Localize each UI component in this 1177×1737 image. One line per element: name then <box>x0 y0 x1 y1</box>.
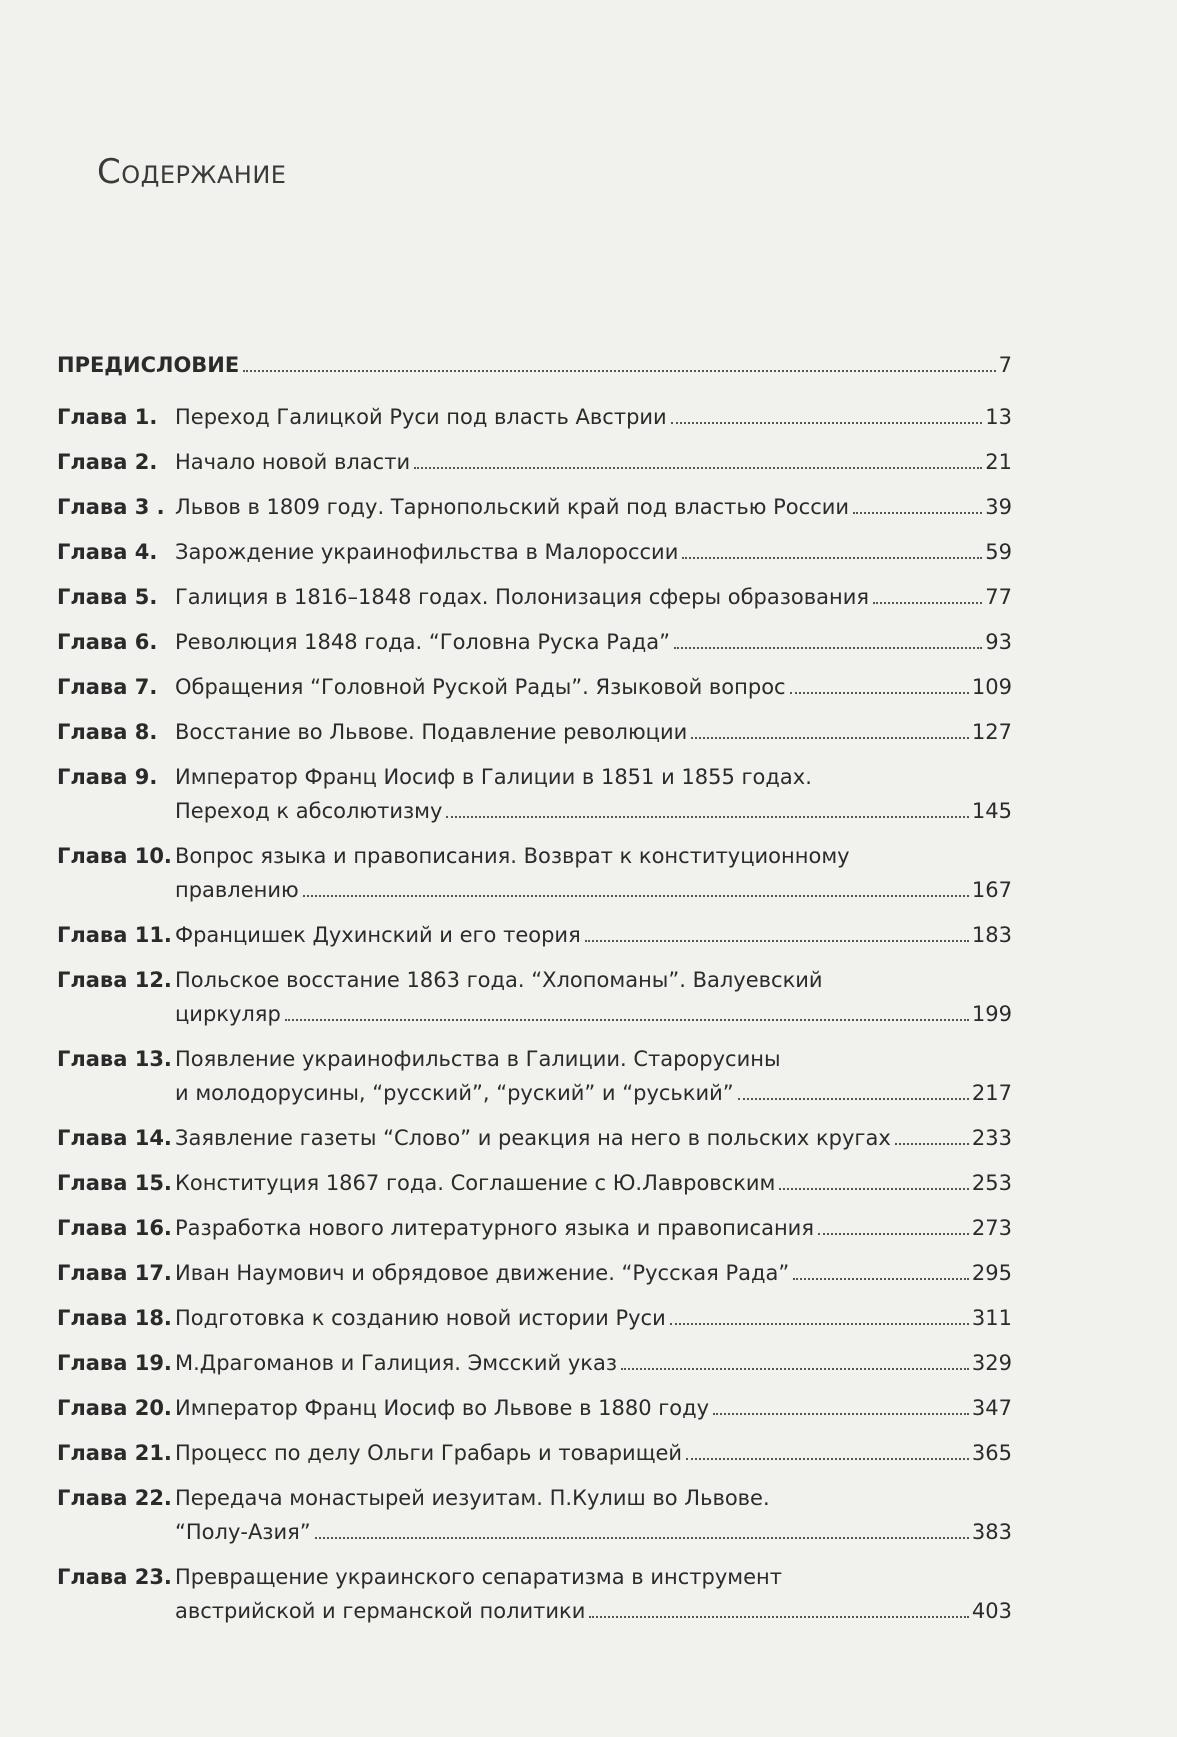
toc-entry-body <box>175 839 1012 907</box>
chapter-title: Францишек Духинский и его теория <box>175 923 581 947</box>
chapter-title-line: Вопрос языка и правописания. Возврат к конституционному <box>175 844 850 868</box>
toc-entry-line <box>175 1121 1012 1155</box>
toc-entry[interactable] <box>57 1560 1012 1628</box>
page-number: 109 <box>971 675 1012 699</box>
chapter-number: Глава 23. <box>57 1565 172 1589</box>
toc-entry-line <box>175 670 1012 704</box>
chapter-number: Глава 13. <box>57 1047 172 1071</box>
toc-entry-line <box>175 400 1012 434</box>
page-number: 145 <box>971 799 1012 823</box>
chapter-title-line: Превращение украинского сепаратизма в инструмент <box>175 1565 783 1589</box>
toc-entry-line <box>175 625 1012 659</box>
chapter-title: Конституция 1867 года. Соглашение с Ю.Лавровским <box>175 1171 776 1195</box>
chapter-number: Глава 3 . <box>57 495 165 519</box>
toc-entry[interactable] <box>57 1121 1012 1155</box>
dot-leader <box>585 940 969 942</box>
dot-leader <box>621 1368 969 1370</box>
toc-entry[interactable] <box>57 625 1012 659</box>
toc-entry-body <box>175 1391 1012 1425</box>
page-number: 21 <box>985 450 1012 474</box>
toc-entry-line <box>175 1436 1012 1470</box>
chapter-title: Революция 1848 года. “Головна Руска Рада” <box>175 630 671 654</box>
chapter-number: Глава 8. <box>57 720 158 744</box>
toc-entry-body <box>175 1121 1012 1155</box>
dot-leader <box>853 512 982 514</box>
toc-entry[interactable] <box>57 400 1012 434</box>
toc-entry-line <box>175 1515 1012 1549</box>
chapter-title: “Полу-Азия” <box>175 1520 311 1544</box>
toc-entry-body <box>175 400 1012 434</box>
page-number: 295 <box>971 1261 1012 1285</box>
chapter-number: Глава 11. <box>57 923 172 947</box>
page-number: 233 <box>971 1126 1012 1150</box>
page-number: 403 <box>971 1599 1012 1623</box>
page-number: 13 <box>985 405 1012 429</box>
chapter-title: Галиция в 1816–1848 годах. Полонизация сферы образования <box>175 585 870 609</box>
page-number: 217 <box>971 1081 1012 1105</box>
chapter-number: Глава 15. <box>57 1171 172 1195</box>
chapter-title: М.Драгоманов и Галиция. Эмсский указ <box>175 1351 618 1375</box>
toc-entry[interactable] <box>57 1301 1012 1335</box>
chapter-number: Глава 1. <box>57 405 158 429</box>
dot-leader <box>686 1458 969 1460</box>
chapter-title: Процесс по делу Ольги Грабарь и товарищей <box>175 1441 683 1465</box>
toc-entry-body <box>175 670 1012 704</box>
toc-entry[interactable] <box>57 1166 1012 1200</box>
dot-leader <box>303 895 969 897</box>
dot-leader <box>446 816 968 818</box>
toc-entry[interactable] <box>57 918 1012 952</box>
toc-entry[interactable] <box>57 1481 1012 1549</box>
chapter-title: циркуляр <box>175 1002 281 1026</box>
toc-entry[interactable] <box>57 715 1012 749</box>
toc-entry-body <box>175 1301 1012 1335</box>
dot-leader <box>674 647 982 649</box>
chapter-title: Заявление газеты “Слово” и реакция на него в польских кругах <box>175 1126 891 1150</box>
toc-entry-body <box>175 1042 1012 1110</box>
toc-entry-body <box>175 963 1012 1031</box>
chapter-number: Глава 4. <box>57 540 158 564</box>
toc-entry-line <box>175 1301 1012 1335</box>
toc-entry-line <box>175 1166 1012 1200</box>
toc-entry-body <box>175 918 1012 952</box>
chapter-list <box>57 400 1012 1628</box>
toc-entry-line <box>175 794 1012 828</box>
dot-leader <box>713 1413 969 1415</box>
chapter-title-line: Передача монастырей иезуитам. П.Кулиш во Львове. <box>175 1486 770 1510</box>
chapter-number: Глава 5. <box>57 585 158 609</box>
toc-entry-body <box>175 1211 1012 1245</box>
toc-entry-body <box>175 1346 1012 1380</box>
chapter-number: Глава 6. <box>57 630 158 654</box>
dot-leader <box>671 422 983 424</box>
toc-entry[interactable] <box>57 1391 1012 1425</box>
toc-entry-body <box>175 445 1012 479</box>
toc-entry-line <box>175 997 1012 1031</box>
page-number: 93 <box>985 630 1012 654</box>
page-number: 7 <box>998 353 1012 377</box>
toc-entry-body <box>175 580 1012 614</box>
toc-entry[interactable] <box>57 963 1012 1031</box>
toc-entry-body <box>175 1256 1012 1290</box>
toc-entry-line <box>175 1346 1012 1380</box>
toc-entry[interactable] <box>57 670 1012 704</box>
page-number: 199 <box>971 1002 1012 1026</box>
dot-leader <box>691 737 969 739</box>
toc-entry-body <box>175 760 1012 828</box>
toc-entry-body <box>175 1166 1012 1200</box>
chapter-title: австрийской и германской политики <box>175 1599 586 1623</box>
chapter-title: Подготовка к созданию новой истории Руси <box>175 1306 666 1330</box>
chapter-number: Глава 20. <box>57 1396 172 1420</box>
toc-entry-line <box>175 1594 1012 1628</box>
toc-entry-line <box>175 1391 1012 1425</box>
toc-entry-body <box>175 625 1012 659</box>
page-number: 183 <box>971 923 1012 947</box>
toc-entry[interactable] <box>57 1211 1012 1245</box>
page-number: 253 <box>971 1171 1012 1195</box>
toc-entry[interactable] <box>57 535 1012 569</box>
toc-entry-line <box>175 580 1012 614</box>
page-number: 365 <box>971 1441 1012 1465</box>
toc-entry[interactable] <box>57 1256 1012 1290</box>
chapter-number: Глава 14. <box>57 1126 172 1150</box>
toc-entry[interactable] <box>57 839 1012 907</box>
chapter-title: Переход к абсолютизму <box>175 799 443 823</box>
toc-entry-line <box>175 1211 1012 1245</box>
page-title: Содержание <box>97 152 287 192</box>
toc-entry-preface[interactable] <box>57 348 1012 382</box>
dot-leader <box>895 1143 969 1145</box>
toc-entry-line <box>175 445 1012 479</box>
chapter-number: Глава 9. <box>57 765 158 789</box>
page-number: 347 <box>971 1396 1012 1420</box>
chapter-title-line: Польское восстание 1863 года. “Хлопоманы”. Валуевский <box>175 968 823 992</box>
chapter-title: правлению <box>175 878 299 902</box>
toc-entry-body <box>175 1436 1012 1470</box>
chapter-title: и молодорусины, “русский”, “руский” и “руський” <box>175 1081 734 1105</box>
toc-entry-body <box>175 715 1012 749</box>
dot-leader <box>873 602 982 604</box>
chapter-number: Глава 7. <box>57 675 158 699</box>
toc-entry[interactable] <box>57 1436 1012 1470</box>
chapter-title: Обращения “Головной Руской Рады”. Языковой вопрос <box>175 675 786 699</box>
chapter-title: Император Франц Иосиф во Львове в 1880 году <box>175 1396 710 1420</box>
toc-entry-line <box>175 490 1012 524</box>
toc-entry[interactable] <box>57 445 1012 479</box>
dot-leader <box>315 1537 969 1539</box>
dot-leader <box>779 1188 969 1190</box>
page-number: 329 <box>971 1351 1012 1375</box>
toc-entry-line <box>175 1076 1012 1110</box>
chapter-number: Глава 18. <box>57 1306 172 1330</box>
toc-entry[interactable] <box>57 490 1012 524</box>
toc-entry[interactable] <box>57 1042 1012 1110</box>
toc-entry-body <box>175 1481 1012 1549</box>
dot-leader <box>793 1278 969 1280</box>
chapter-number: Глава 21. <box>57 1441 172 1465</box>
chapter-title: Переход Галицкой Руси под власть Австрии <box>175 405 667 429</box>
page-number: 77 <box>985 585 1012 609</box>
chapter-title-line: Появление украинофильства в Галиции. Старорусины <box>175 1047 781 1071</box>
dot-leader <box>790 692 969 694</box>
chapter-title: Львов в 1809 году. Тарнопольский край под властью России <box>175 495 850 519</box>
chapter-number: Глава 22. <box>57 1486 172 1510</box>
preface-title: ПРЕДИСЛОВИЕ <box>57 353 240 377</box>
page-number: 39 <box>985 495 1012 519</box>
dot-leader <box>243 370 995 372</box>
chapter-title: Разработка нового литературного языка и правописания <box>175 1216 814 1240</box>
chapter-number: Глава 12. <box>57 968 172 992</box>
page-number: 59 <box>985 540 1012 564</box>
dot-leader <box>670 1323 969 1325</box>
toc-entry-body <box>57 348 1012 382</box>
dot-leader <box>589 1616 969 1618</box>
page-number: 167 <box>971 878 1012 902</box>
toc-entry[interactable] <box>57 760 1012 828</box>
toc-entry-line <box>175 535 1012 569</box>
chapter-title: Начало новой власти <box>175 450 411 474</box>
toc-entry[interactable] <box>57 580 1012 614</box>
page-number: 383 <box>971 1520 1012 1544</box>
dot-leader <box>738 1098 969 1100</box>
toc-entry-body <box>175 1560 1012 1628</box>
page-number: 311 <box>971 1306 1012 1330</box>
toc-entry-line <box>175 1256 1012 1290</box>
chapter-title: Восстание во Львове. Подавление революции <box>175 720 688 744</box>
toc-entry-line <box>175 918 1012 952</box>
toc-entry[interactable] <box>57 1346 1012 1380</box>
chapter-title-line: Император Франц Иосиф в Галиции в 1851 и 1855 годах. <box>175 765 812 789</box>
dot-leader <box>682 557 982 559</box>
chapter-number: Глава 2. <box>57 450 158 474</box>
table-of-contents <box>57 348 1012 1639</box>
chapter-number: Глава 10. <box>57 844 172 868</box>
dot-leader <box>414 467 982 469</box>
chapter-number: Глава 17. <box>57 1261 172 1285</box>
dot-leader <box>818 1233 969 1235</box>
toc-entry-body <box>175 490 1012 524</box>
toc-entry-line <box>175 873 1012 907</box>
toc-entry-line <box>57 348 1012 382</box>
chapter-title: Зарождение украинофильства в Малороссии <box>175 540 679 564</box>
page-number: 273 <box>971 1216 1012 1240</box>
chapter-title: Иван Наумович и обрядовое движение. “Русская Рада” <box>175 1261 790 1285</box>
chapter-number: Глава 16. <box>57 1216 172 1240</box>
chapter-number: Глава 19. <box>57 1351 172 1375</box>
toc-entry-line <box>175 715 1012 749</box>
page-number: 127 <box>971 720 1012 744</box>
dot-leader <box>285 1019 969 1021</box>
toc-entry-body <box>175 535 1012 569</box>
